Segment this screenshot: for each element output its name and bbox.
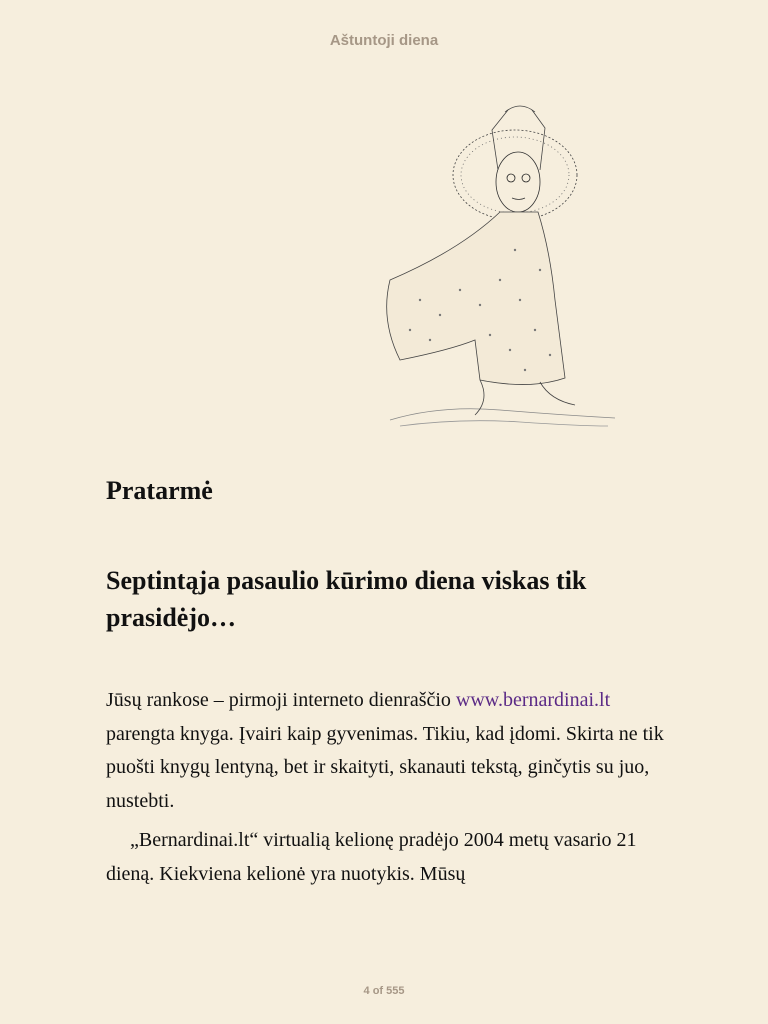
paragraph (106, 684, 666, 818)
paragraph-text: Jūsų rankose – pirmoji interneto dienraščio (106, 689, 456, 711)
page-counter: 4 of 555 (363, 985, 405, 997)
bernardinai-link[interactable]: www.bernardinai.lt (455, 689, 611, 711)
book-title: Aštuntoji diena (329, 32, 439, 49)
paragraph-text: parengta knyga. Įvairi kaip gyvenimas. Tikiu, kad įdomi. Skirta ne tik puošti knygų lentyną, bet ir skaityti, skanauti tekstą, ginčytis su juo, nustebti. (106, 722, 664, 812)
illustration (380, 100, 620, 460)
paragraph: „Bernardinai.lt“ virtualią kelionę pradėjo 2004 metų vasario 21 dieną. Kiekviena kelionė yra nuotykis. Mūsų (106, 829, 637, 885)
chapter-title: Pratarmė (106, 476, 213, 505)
body-text (106, 684, 666, 897)
chapter-subtitle: Septintąja pasaulio kūrimo diena viskas tik prasidėjo… (106, 566, 587, 632)
